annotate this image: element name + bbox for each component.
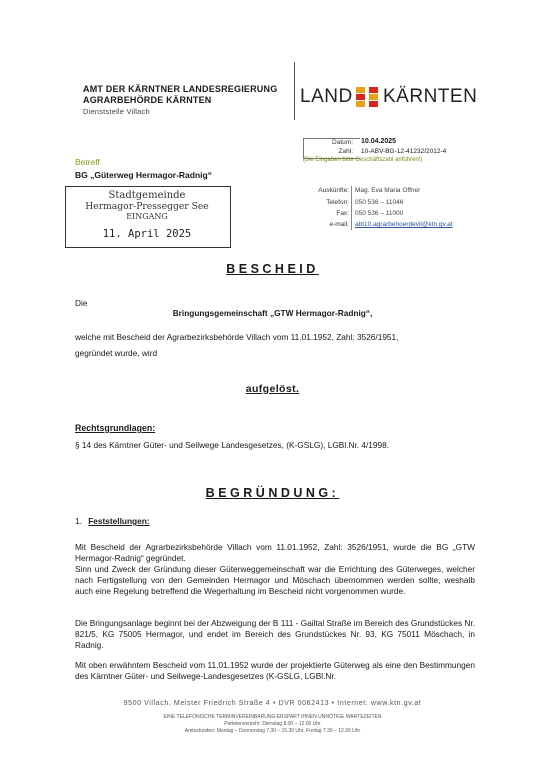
intro-line2: gegründet wurde, wird bbox=[75, 348, 158, 358]
zahl-value: 10-ABV-BG-12-41232/2012-4 bbox=[361, 148, 447, 155]
stamp-date: 11. April 2025 bbox=[102, 228, 192, 240]
footer-line4: Amtsstunden: Montag – Donnerstag 7.30 – 15.30 Uhr, Freitag 7.30 – 12.30 Uhr bbox=[184, 728, 361, 734]
header-divider bbox=[294, 62, 295, 120]
meta-box bbox=[303, 138, 474, 157]
decision-text: aufgelöst. bbox=[245, 383, 300, 395]
stamp-line1: Stadtgemeinde bbox=[108, 190, 186, 201]
zahl-label: Zahl: bbox=[338, 148, 353, 155]
authority-line1: AMT DER KÄRNTNER LANDESREGIERUNG bbox=[83, 84, 278, 94]
contact-label-fax: Fax: bbox=[336, 210, 349, 217]
rechtsgrundlagen-text: § 14 des Kärntner Güter- und Seilwege Landesgesetzes, (K-GSLG), LGBl.Nr. 4/1998. bbox=[75, 440, 390, 450]
feststellungen-heading-row bbox=[75, 516, 475, 527]
brand-kaernten: KÄRNTEN bbox=[383, 86, 478, 107]
rechtsgrundlagen-heading: Rechtsgrundlagen: bbox=[75, 423, 156, 433]
paragraph-1: Mit Bescheid der Agrarbezirksbehörde Villach vom 11.01.1952, Zahl: 3526/1951, wurde die BG „GTW Hermagor-Radnig“ gegründet. bbox=[75, 542, 475, 564]
footer-address: 9500 Villach, Meister Friedrich Straße 4 • DVR 0062413 • Internet: www.ktn.gv.at bbox=[123, 700, 422, 707]
intro-line1: welche mit Bescheid der Agrarbezirksbehörde Villach vom 11.01.1952, Zahl: 3526/1951, bbox=[75, 332, 399, 342]
footer-line3: Parteienverkehr: Dienstag 8.00 – 12.00 Uhr bbox=[224, 721, 321, 727]
feststellungen-heading: Feststellungen: bbox=[88, 516, 150, 526]
contact-value-auskuenfte: Mag. Eva Maria Offner bbox=[355, 187, 421, 194]
land-kaernten-logo-icon bbox=[356, 87, 378, 107]
meta-note: (Bei Eingaben bitte Geschäftszahl anführen!) bbox=[303, 157, 423, 163]
begruendung-title: BEGRÜNDUNG: bbox=[205, 486, 340, 500]
bescheid-title: BESCHEID bbox=[226, 262, 319, 276]
stamp-line3: EINGANG bbox=[126, 212, 168, 221]
contact-label-auskuenfte: Auskünfte: bbox=[318, 187, 349, 194]
contacts-divider bbox=[351, 186, 352, 230]
paragraph-2: Sinn und Zweck der Gründung dieser Güterweggemeinschaft war die Errichtung des Güterweges, welcher nach Fertigstellung von den Gemeinden Hermagor und Möschach übernommen werden sollte, weshalb auch eine Regelung betreffend die Wegerhaltung im Bescheid nicht vorgenommen wurde. bbox=[75, 564, 475, 597]
die-text: Die bbox=[75, 298, 88, 308]
authority-line3: Dienststelle Villach bbox=[83, 107, 150, 116]
datum-label: Datum: bbox=[332, 139, 353, 146]
betreff-label: Betreff bbox=[75, 157, 100, 167]
contact-label-telefon: Telefon: bbox=[326, 199, 349, 206]
contact-email-link[interactable]: abt10.agrarbehoerdevil@ktn.gv.at bbox=[355, 221, 453, 228]
contact-label-email: e-mail: bbox=[329, 221, 349, 228]
brand-land: LAND bbox=[300, 86, 353, 107]
stamp-line2: Hermagor-Pressegger See bbox=[85, 201, 209, 212]
feststellungen-number: 1. bbox=[75, 516, 82, 526]
paragraph-4: Mit oben erwähntem Bescheid vom 11.01.1952 wurde der projektierte Güterweg als eine den Bestimmungen des Kärntner Güter- und Seilwege-Landesgesetzes (K-GSLG, LGBl.Nr. bbox=[75, 660, 475, 682]
contact-value-telefon: 050 536 – 11046 bbox=[355, 199, 404, 206]
contact-value-fax: 050 536 – 11000 bbox=[355, 210, 404, 217]
paragraph-3: Die Bringungsanlage beginnt bei der Abzweigung der B 111 - Gailtal Straße im Bereich des Grundstückes Nr. 821/5, KG 75005 Hermagor, und endet im Bereich des Grundstückes Nr. 93, KG 75011 Möschach, in Radnig. bbox=[75, 618, 476, 651]
bg-name: Bringungsgemeinschaft „GTW Hermagor-Radnig“, bbox=[172, 308, 373, 318]
datum-value: 10.04.2025 bbox=[361, 138, 397, 145]
authority-block bbox=[83, 84, 277, 117]
betreff-subject: BG „Güterweg Hermagor-Radnig“ bbox=[75, 170, 212, 180]
authority-line2: AGRARBEHÖRDE KÄRNTEN bbox=[83, 95, 212, 105]
footer-line2: EINE TELEFONISCHE TERMINVEREINBARUNG ERSPART IHNEN UNNÖTIGE WARTEZEITEN bbox=[163, 714, 382, 720]
